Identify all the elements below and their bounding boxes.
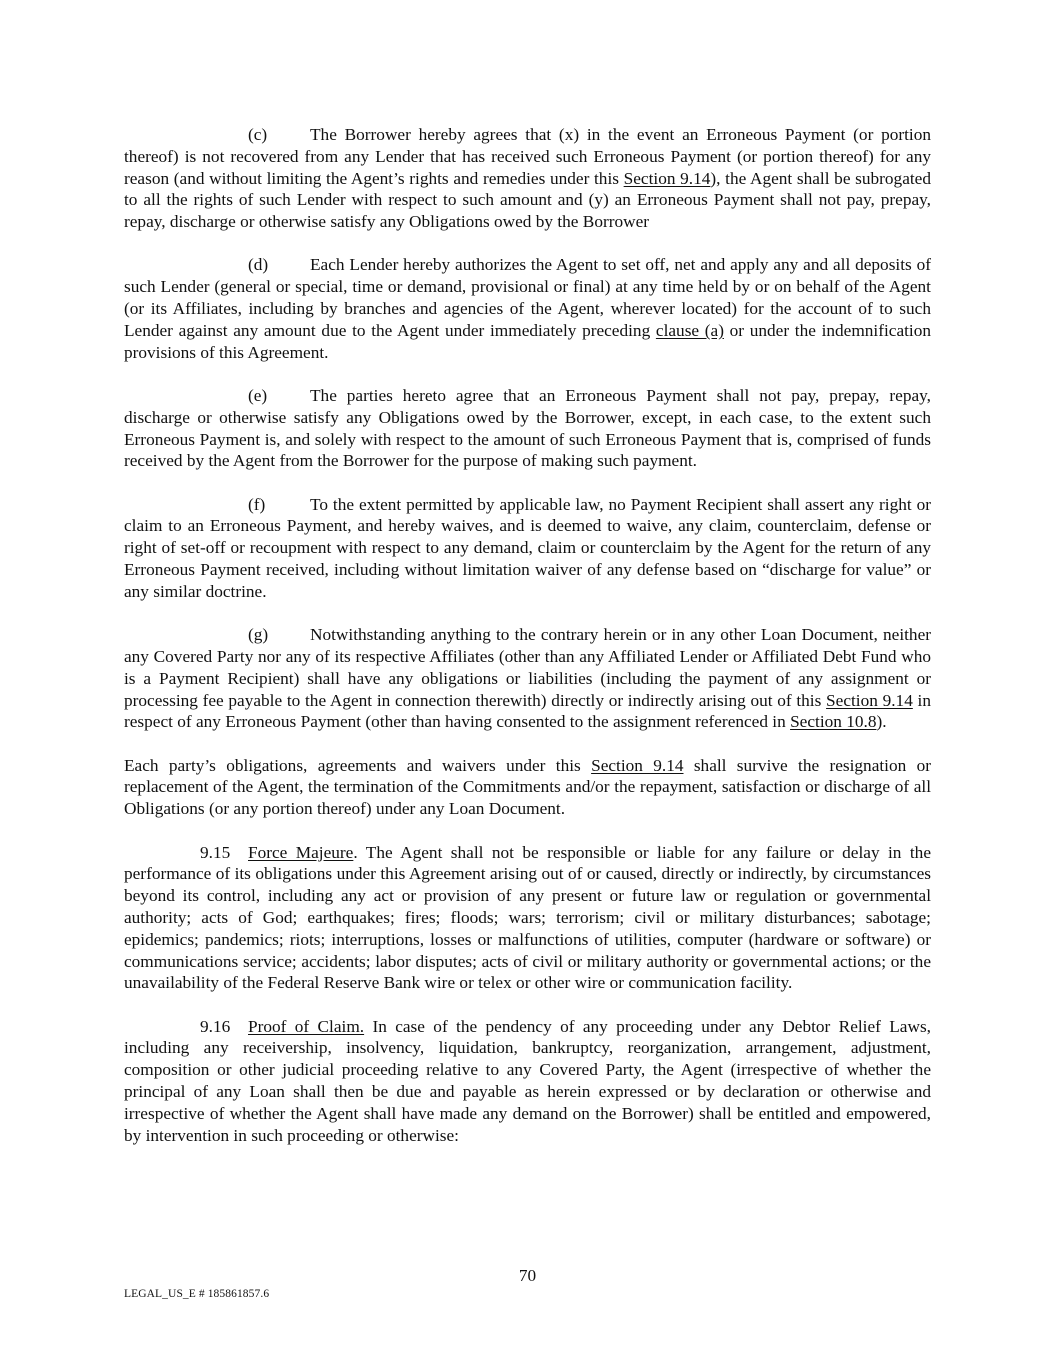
- section-9-16-text: In case of the pendency of any proceeding under any Debtor Relief Laws, including any receivership, insolvency, liquidation, bankruptcy, reorganization, arrangement, adjustment, composition or other judicial proceeding relative to any Covered Party, the Agent (irrespective of whether the principal of any Loan shall then be due and payable as herein expressed or by declaration or otherwise and irrespective of whether the Agent shall have made any demand on the Borrower) shall be entitled and empowered, by intervention in such proceeding or otherwise:: [124, 1016, 932, 1145]
- section-number: 9.16: [200, 1016, 231, 1036]
- paragraph-f-marker: (f): [248, 494, 266, 514]
- paragraph-e-marker: (e): [248, 385, 268, 405]
- paragraph-c-marker: (c): [248, 125, 268, 144]
- section-reference-link: Section 10.8: [790, 712, 877, 732]
- document-body: [124, 124, 931, 1168]
- paragraph-g-marker: (g): [248, 625, 269, 645]
- section-heading: Force Majeure: [248, 842, 354, 862]
- paragraph-c-text-2: ), the Agent shall be subrogated to all the rights of such Lender with respect to such amount and (y) an Erroneous Payment shall not pay, prepay, repay, discharge or otherwise satisfy any Obligations owed by the Borrower: [124, 168, 931, 232]
- survival-paragraph: [124, 755, 931, 820]
- paragraph-d-text-1: Each Lender hereby authorizes the Agent to set off, net and apply any and all deposits of such Lender (general or special, time or demand, provisional or final) at any time held by or on behalf of the Agent (or its Affiliates, including by branches and agencies of the Agent, wherever located) for the account of to such Lender against any amount due to the Agent under immediately preceding: [124, 255, 931, 340]
- paragraph-e-text: The parties hereto agree that an Erroneous Payment shall not pay, prepay, repay, discharge or otherwise satisfy any Obligations owed by the Borrower, except, in each case, to the extent such Erroneous Payment is, and solely with respect to the amount of such Erroneous Payment that is, comprised of funds received by the Agent from the Borrower for the purpose of making such payment.: [124, 385, 931, 471]
- paragraph-d: [124, 254, 931, 363]
- section-reference-link: Section 9.14: [591, 755, 684, 775]
- paragraph-c: [124, 124, 931, 233]
- clause-reference-link: clause (a): [655, 320, 724, 340]
- paragraph-f: [124, 494, 931, 603]
- section-reference-link: Section 9.14: [826, 690, 913, 710]
- section-9-15: [124, 842, 931, 995]
- paragraph-g-text-1: Notwithstanding anything to the contrary herein or in any other Loan Document, neither any Covered Party nor any of its respective Affiliates (other than any Affiliated Lender or Affiliated Debt Fund who is a Payment Recipient) shall have any obligations or liabilities (including the payment of any assignment or processing fee payable to the Agent in connection therewith) directly or indirectly arising out of this: [124, 625, 931, 710]
- section-9-15-text: . The Agent shall not be responsible or liable for any failure or delay in the performance of its obligations under this Agreement arising out of or caused, directly or indirectly, by circumstances beyond its control, including any act or provision of any present or future law or regulation or governmental authority; acts of God; earthquakes; fires; floods; wars; terrorism; civil or military disturbances; sabotage; epidemics; pandemics; riots; interruptions, losses or malfunctions of utilities, computer (hardware or software) or communications service; accidents; labor disputes; acts of civil or military authority or governmental actions; or the unavailability of the Federal Reserve Bank wire or telex or other wire or communication facility.: [124, 842, 931, 993]
- paragraph-f-text: To the extent permitted by applicable law, no Payment Recipient shall assert any right or claim to an Erroneous Payment, and hereby waives, and is deemed to waive, any claim, counterclaim, defense or right of set-off or recoupment with respect to any demand, claim or counterclaim by the Agent for the return of any Erroneous Payment received, including without limitation waiver of any defense based on “discharge for value” or any similar doctrine.: [124, 494, 931, 601]
- document-id: LEGAL_US_E # 185861857.6: [124, 1288, 270, 1300]
- survival-text-1: Each party’s obligations, agreements and waivers under this: [124, 755, 592, 775]
- section-9-16: [124, 1016, 931, 1147]
- paragraph-g-text-2: in respect of any Erroneous Payment (other than having consented to the assignment referenced in: [124, 690, 931, 732]
- paragraph-g: [124, 624, 931, 733]
- section-number: 9.15: [200, 842, 231, 862]
- survival-text-2: shall survive the resignation or replacement of the Agent, the termination of the Commitments and/or the repayment, satisfaction or discharge of all Obligations (or any portion thereof) under any Loan Document.: [124, 755, 931, 819]
- page-number: 70: [518, 1266, 537, 1285]
- paragraph-e: [124, 385, 931, 472]
- paragraph-g-text-3: ).: [876, 712, 887, 732]
- paragraph-d-marker: (d): [248, 255, 269, 275]
- paragraph-c-text-1: The Borrower hereby agrees that (x) in the event an Erroneous Payment (or portion thereof) is not recovered from any Lender that has received such Erroneous Payment (or portion thereof) for any reason (and without limiting the Agent’s rights and remedies under this: [124, 125, 931, 188]
- section-reference-link: Section 9.14: [623, 168, 711, 188]
- paragraph-d-text-2: or under the indemnification provisions of this Agreement.: [124, 320, 931, 362]
- section-heading: Proof of Claim.: [248, 1016, 365, 1036]
